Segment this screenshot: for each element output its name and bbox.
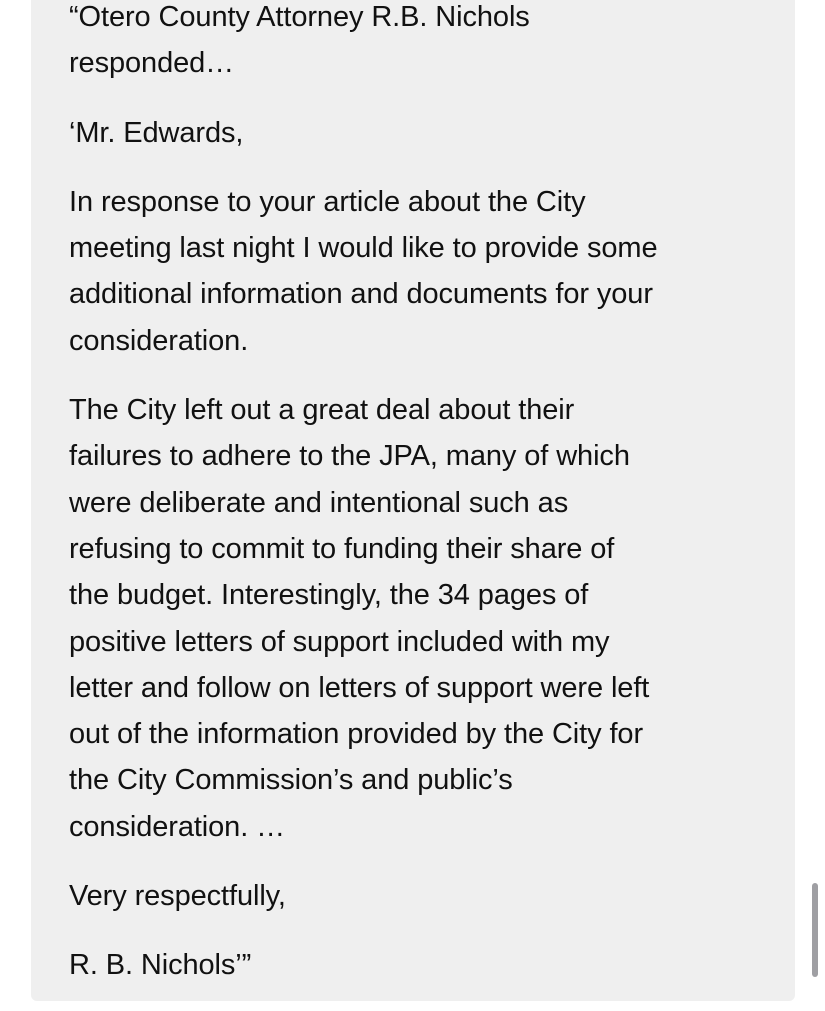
closing: Very respectfully, xyxy=(69,880,286,913)
quoted-letter xyxy=(69,0,769,1001)
paragraph-response: In response to your article about the City meeting last night I would like to provide some additional information and documents for your consideration. xyxy=(69,185,658,357)
intro-line: “Otero County Attorney R.B. Nichols responded… xyxy=(69,1,530,80)
vertical-scrollbar[interactable] xyxy=(812,883,818,977)
signature: R. B. Nichols’” xyxy=(69,949,252,982)
quoted-text-card xyxy=(31,0,795,1001)
salutation: ‘Mr. Edwards, xyxy=(69,116,244,149)
paragraph-details: The City left out a great deal about their failures to adhere to the JPA, many of which were deliberate and intentional such as refusing to commit to funding their share of the budget. Interestingly, the 34 pages of positive letters of support included with my letter and follow on letters of support were left out of the information provided by the City for the City Commission’s and public’s consideration. … xyxy=(69,394,650,843)
